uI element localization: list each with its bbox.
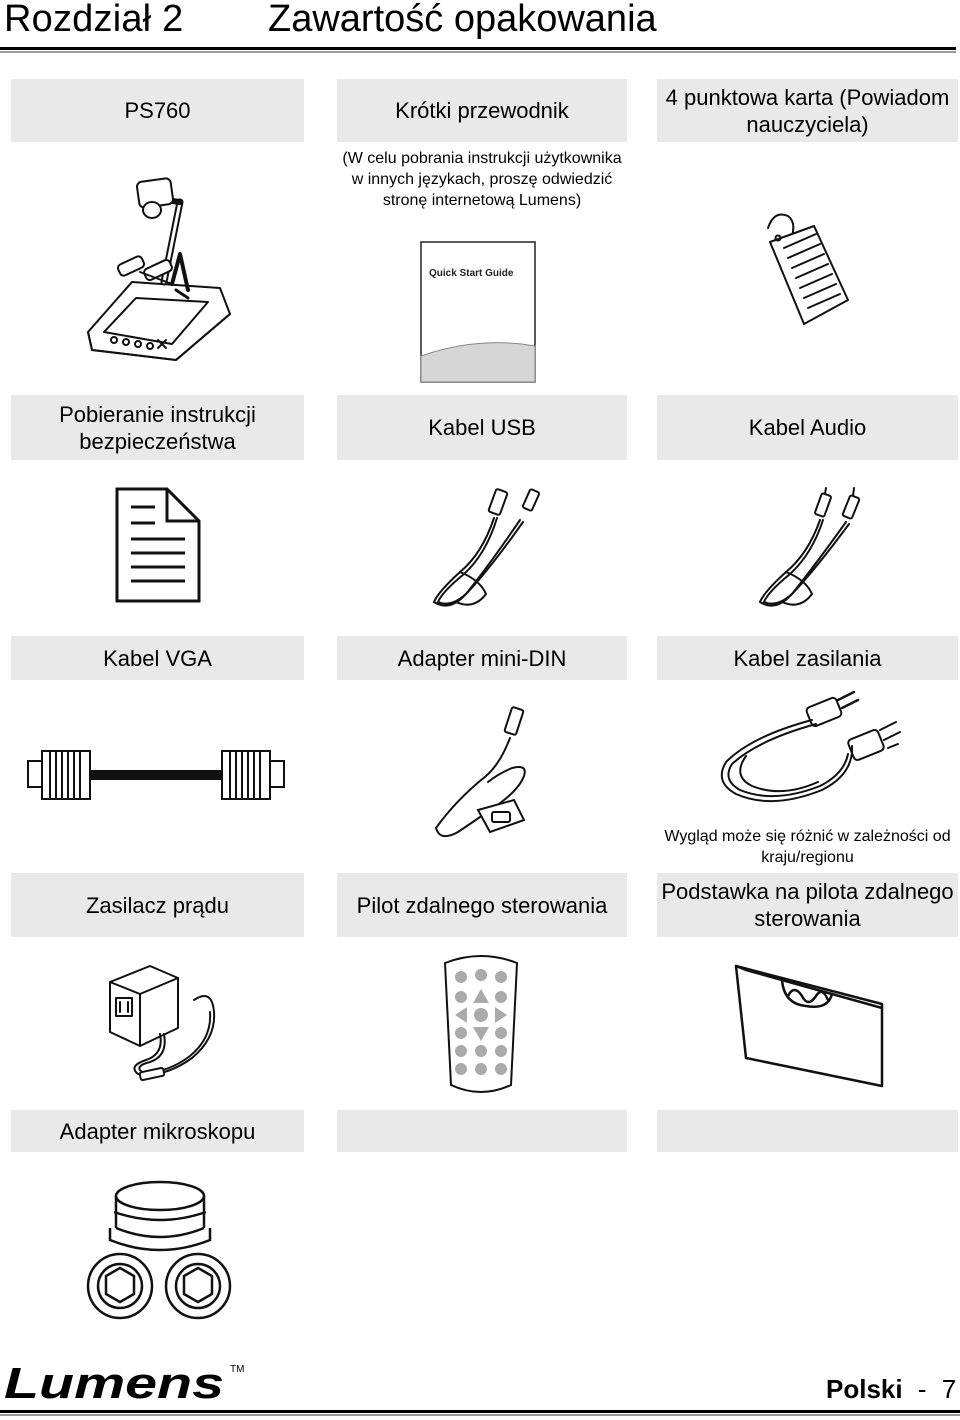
audio-cable-image [746,484,876,614]
power-adapter-image [104,962,224,1088]
remote-control-image [441,953,521,1095]
header-rule [0,47,956,50]
quick-guide-cover-text: Quick Start Guide [429,268,514,279]
label-remote: Pilot zdalnego sterowania [337,873,627,937]
usb-cable-image [420,484,550,614]
page-indicator [826,1374,956,1405]
label-usb: Kabel USB [337,395,627,460]
label-empty-2 [657,1110,958,1152]
trademark-mark: TM [230,1364,244,1375]
page-title: Zawartość opakowania [268,0,657,40]
document-icon [115,487,201,603]
quick-guide-note: (W celu pobrania instrukcji użytkownika w innych językach, proszę odwiedzić stronę internetową Lumens) [342,150,622,209]
label-empty-1 [337,1110,627,1152]
minidin-adapter-image [428,704,538,844]
lumens-logo-text: Lumens [4,1360,224,1404]
label-adapter: Zasilacz prądu [11,873,304,937]
microscope-adapter-image [84,1176,236,1320]
notify-card-image [756,208,856,328]
remote-stand-image [732,960,886,1090]
footer-language: Polski [826,1374,903,1404]
page-number: 7 [941,1374,957,1404]
quick-guide-booklet-image [419,240,539,386]
ps760-camera-image [80,172,240,364]
power-cable-image [712,686,908,822]
power-cable-note: Wygląd może się różnić w zależności od kraju/regionu [664,828,951,866]
chapter-label: Rozdział 2 [4,0,184,40]
label-safety: Pobieranie instrukcji bezpieczeństwa [11,395,304,460]
label-minidin: Adapter mini-DIN [337,636,627,680]
label-quick-guide: Krótki przewodnik [337,79,627,142]
label-audio: Kabel Audio [657,395,958,460]
label-ps760: PS760 [11,79,304,142]
lumens-logo [4,1360,244,1409]
label-vga: Kabel VGA [11,636,304,680]
label-power-cable: Kabel zasilania [657,636,958,680]
header-rule-shadow [0,51,956,53]
label-remote-stand: Podstawka na pilota zdalnego sterowania [657,873,958,937]
label-microscope: Adapter mikroskopu [11,1110,304,1152]
footer-separator: - [917,1374,927,1404]
label-card: 4 punktowa karta (Powiadom nauczyciela) [657,79,958,142]
page-header [0,0,960,52]
vga-cable-image [24,745,290,805]
footer-rule [0,1410,960,1413]
footer-rule-shadow [0,1414,960,1416]
